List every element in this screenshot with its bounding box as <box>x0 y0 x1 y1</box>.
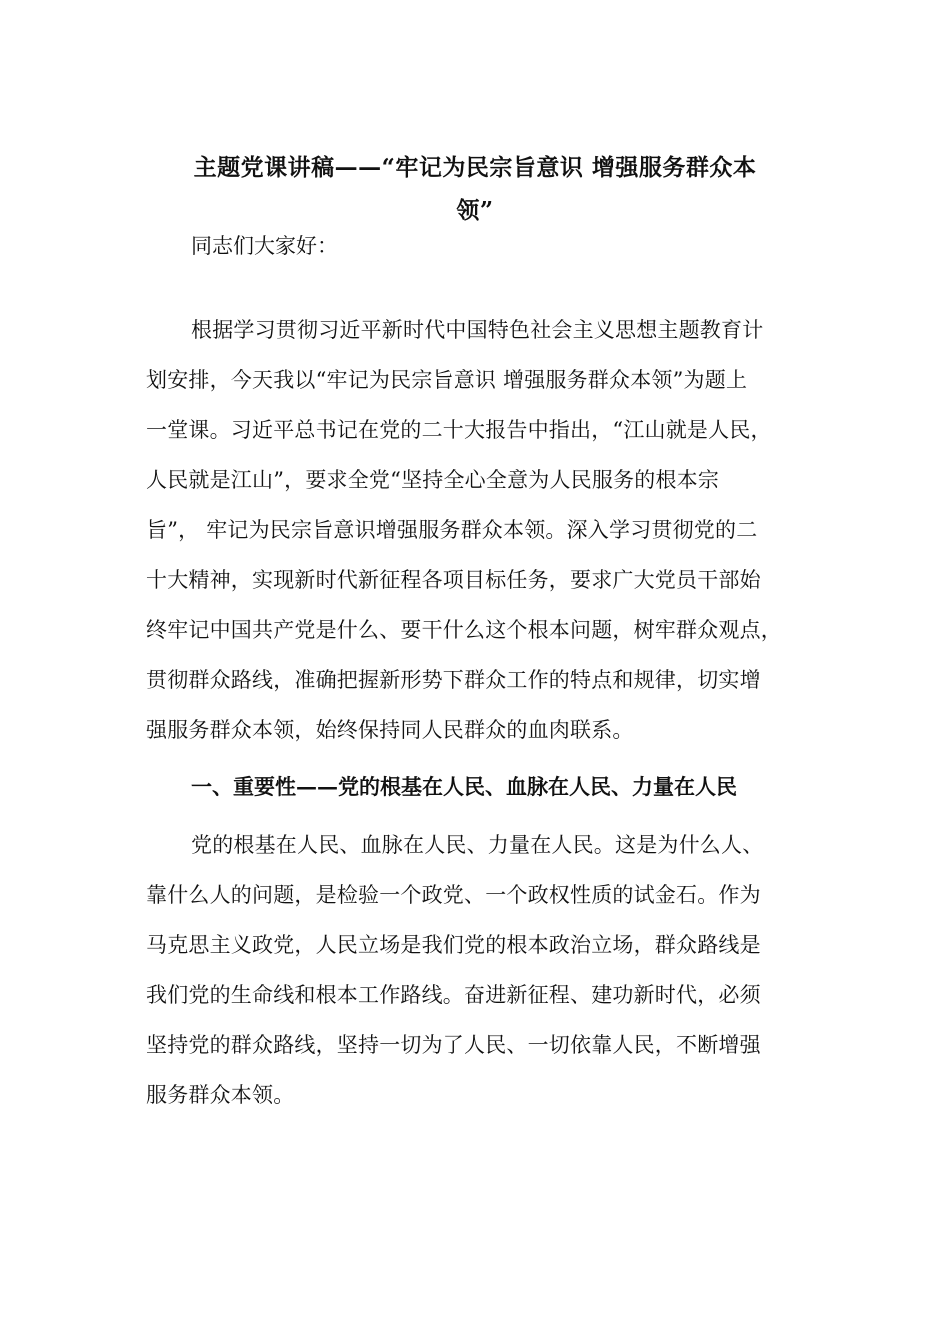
title-line-1: 主题党课讲稿——“牢记为民宗旨意识 增强服务群众本 <box>193 154 757 181</box>
paragraph-line: 十大精神，实现新时代新征程各项目标任务，要求广大党员干部始 <box>146 568 761 592</box>
paragraph-line: 终牢记中国共产党是什么、要干什么这个根本问题，树牢群众观点， <box>146 618 782 642</box>
paragraph-line: 划安排，今天我以“牢记为民宗旨意识 增强服务群众本领”为题上 <box>146 368 748 392</box>
paragraph-line: 旨”， 牢记为民宗旨意识增强服务群众本领。深入学习贯彻党的二 <box>146 518 758 542</box>
greeting: 同志们大家好： <box>191 234 338 258</box>
paragraph-line: 人民就是江山”，要求全党“坚持全心全意为人民服务的根本宗 <box>146 468 720 492</box>
paragraph-line: 强服务群众本领，始终保持同人民群众的血肉联系。 <box>146 718 634 742</box>
paragraph-line: 根据学习贯彻习近平新时代中国特色社会主义思想主题教育计 <box>191 318 764 342</box>
paragraph-line: 我们党的生命线和根本工作路线。奋进新征程、建功新时代，必须 <box>146 983 761 1007</box>
paragraph-intro <box>146 305 806 755</box>
section-heading-1: 一、重要性——党的根基在人民、血脉在人民、力量在人民 <box>191 774 737 799</box>
paragraph-line: 贯彻群众路线，准确把握新形势下群众工作的特点和规律，切实增 <box>146 668 761 692</box>
paragraph-line: 马克思主义政党，人民立场是我们党的根本政治立场，群众路线是 <box>146 933 761 957</box>
paragraph-line: 党的根基在人民、血脉在人民、力量在人民。这是为什么人、 <box>191 833 764 857</box>
paragraph-line: 靠什么人的问题，是检验一个政党、一个政权性质的试金石。作为 <box>146 883 761 907</box>
paragraph-line: 服务群众本领。 <box>146 1083 295 1107</box>
document-title <box>140 146 810 232</box>
title-line-2: 领” <box>456 197 494 224</box>
paragraph-line: 一堂课。习近平总书记在党的二十大报告中指出，“江山就是人民， <box>146 418 772 442</box>
paragraph-line: 坚持党的群众路线，坚持一切为了人民、一切依靠人民，不断增强 <box>146 1033 761 1057</box>
paragraph-section-1 <box>146 820 806 1120</box>
